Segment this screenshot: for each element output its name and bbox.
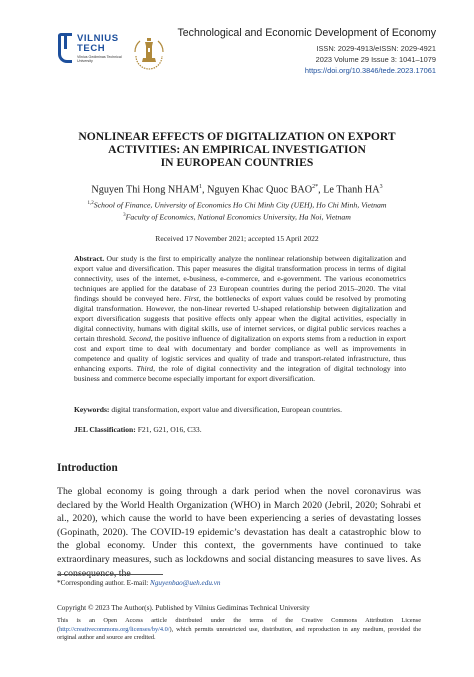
affiliation: [40, 211, 434, 223]
abstract-emphasis: Second: [128, 334, 151, 343]
abstract-label: Abstract.: [74, 254, 105, 263]
abstract-text: , the positive influence of digitalization on exports stems from a reduction in export cost and export time to deal with documentary and border compliance as well as improvements in competence and quality of logistic services and quality of trade and transport-related infrastructure, thus enhancing exports.: [74, 334, 406, 373]
keywords: [74, 405, 406, 415]
received-dates: Received 17 November 2021; accepted 15 April 2022: [155, 234, 319, 243]
journal-meta: [177, 43, 436, 76]
author-affil-mark: 3: [379, 184, 383, 190]
journal-info: [177, 26, 436, 76]
authors: [40, 181, 434, 196]
license-notice: [57, 617, 421, 643]
logo-name-line1: VILNIUS: [77, 33, 119, 44]
author-separator: ,: [202, 184, 208, 196]
logo-name-line2: TECH: [77, 43, 106, 54]
author-name: Nguyen Khac Quoc BAO: [207, 184, 313, 196]
abstract-emphasis: Third: [136, 364, 154, 373]
title-line: IN EUROPEAN COUNTRIES: [160, 156, 314, 169]
affil-text: Faculty of Economics, National Economics University, Ha Noi, Vietnam: [125, 212, 351, 222]
affil-text: School of Finance, University of Economics Ho Chi Minh City (UEH), Ho Chi Minh, Vietnam: [93, 200, 387, 210]
section-heading-introduction: Introduction: [57, 462, 118, 474]
jel-label: JEL Classification:: [74, 425, 136, 434]
affil-mark: 3: [123, 212, 126, 218]
license-text: ), which permits unrestricted use, distribution, and reproduction in any medium, provided the original author and source are credited.: [57, 625, 421, 642]
affiliation: [40, 199, 434, 211]
doi-link[interactable]: https://doi.org/10.3846/tede.2023.17061: [304, 66, 436, 75]
article-title: [40, 130, 434, 169]
footnote-divider: [57, 574, 163, 575]
author-affil-mark: 2*: [312, 184, 319, 190]
title-line: ACTIVITIES: AN EMPIRICAL INVESTIGATION: [108, 143, 366, 156]
vilniustech-logo: [58, 33, 128, 69]
university-seal-icon: [131, 34, 167, 70]
abstract-text: Our study is the first to empirically analyze the nonlinear relationship between digitalization and export value and diversification. This paper measures the digital transformation process in terms of digital connectivity, uses of the internet, e-business, e-commerce, and e-government. The various econometrics techniques are applied for the database of 23 European countries during the period 2015–2020. The vital findings should be conveyed here.: [74, 254, 406, 303]
abstract-text: , the bottlenecks of export values could be resolved by promoting digital transformation. However, the non-linear reverted U-shaped relationship between digitalization and export diversification suggests that positive effects only appear when the digital activities, especially in digital connectivity, humans with digital skills, use of internet services, or digital public services reaches a certain threshold.: [74, 294, 406, 343]
author-email-link[interactable]: Nguyenbao@ueh.edu.vn: [150, 579, 221, 587]
abstract-emphasis: First: [184, 294, 199, 303]
logo-name: [77, 34, 119, 54]
page-header: [0, 0, 474, 100]
author-affil-mark: 1: [199, 184, 203, 190]
author-name: Le Thanh HA: [323, 184, 380, 196]
keywords-label: Keywords:: [74, 405, 110, 414]
abstract-text: , the role of digital connectivity and the integration of digital technology into business and commerce become especially important for export diversification.: [74, 364, 406, 383]
abstract: [74, 254, 406, 384]
keywords-text: digital transformation, export value and diversification, European countries.: [109, 405, 343, 414]
corresponding-author-footnote: [57, 578, 421, 588]
introduction-paragraph: The global economy is going through a dark period when the novel coronavirus was declared by the World Health Organization (WHO) in March 2020 (Jebril, 2020; Sohrabi et al., 2020), which cause the world to have been experiencing a series of devastating losses (Gopinath, 2020). The COVID-19 epidemic’s devastation has dealt a catastrophic blow to the global economy. Under this context, the governments have continued to take extraordinary measures, such as lockdowns and social distancing measures to save lives. As a consequence, the: [57, 486, 421, 579]
jel-classification: [74, 425, 406, 435]
title-line: NONLINEAR EFFECTS OF DIGITALIZATION ON EXPORT: [78, 130, 396, 143]
affil-mark: 1,2: [87, 201, 94, 206]
volume-issue: 2023 Volume 29 Issue 3: 1041–1079: [315, 55, 436, 64]
journal-title: Technological and Economic Development of Economy: [177, 27, 436, 39]
copyright-notice: Copyright © 2023 The Author(s). Published by Vilnius Gediminas Technical University: [57, 604, 310, 612]
affiliations: [40, 199, 434, 222]
jel-text: F21, G21, O16, C33.: [135, 425, 202, 434]
issn: ISSN: 2029-4913/eISSN: 2029-4921: [316, 44, 436, 53]
vilniustech-bracket-icon: [58, 33, 72, 63]
logo-subtitle: Vilnius Gediminas Technical University: [77, 55, 122, 63]
license-text: This is an Open Access article distributed under the terms of the Creative Commons Attribution License (: [57, 617, 421, 633]
license-link[interactable]: http://creativecommons.org/licenses/by/4.0/: [59, 625, 170, 633]
footnote-label: *Corresponding author. E-mail:: [57, 579, 151, 587]
author-separator: ,: [318, 184, 324, 196]
author-name: Nguyen Thi Hong NHAM: [91, 184, 200, 196]
